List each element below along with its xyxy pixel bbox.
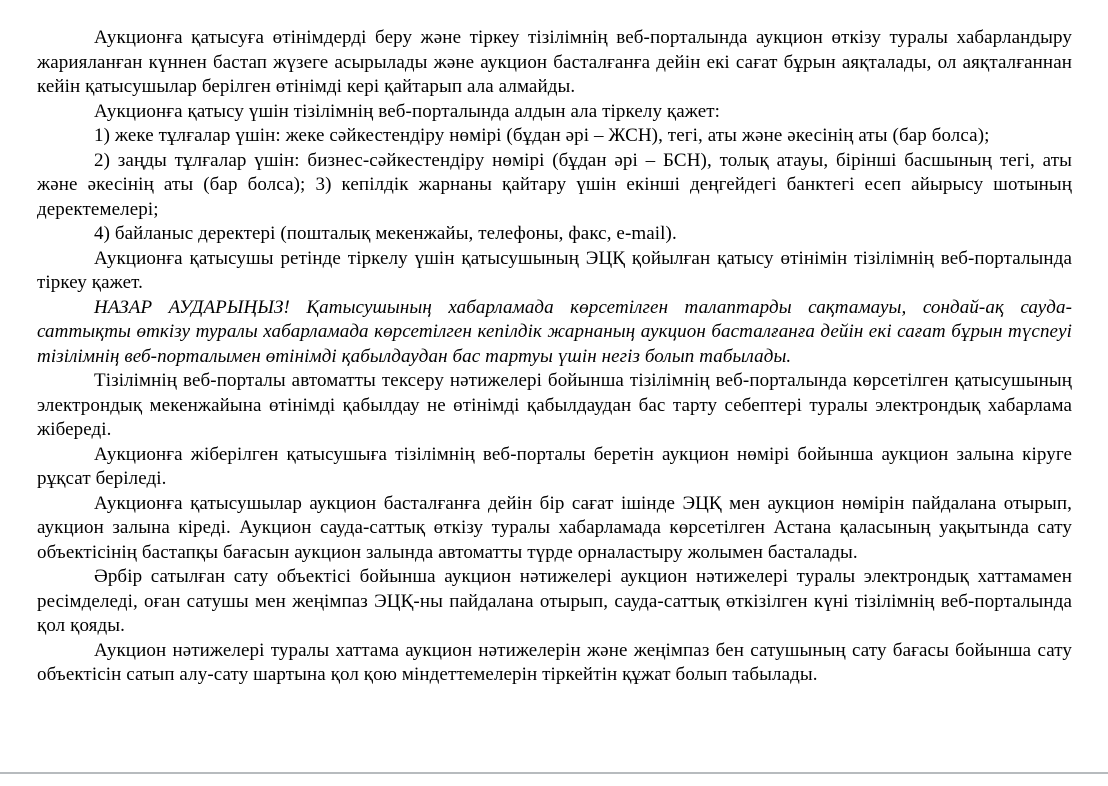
paragraph-attention-notice: НАЗАР АУДАРЫҢЫЗ! Қатысушының хабарламада көрсетілген талаптарды сақтамауы, сондай-ақ сауда-саттықты өткізу туралы хабарламада көрсетілген кепілдік жарнаның аукцион басталғанға дейін екі сағат бұрын түспеуі тізілімнің веб-порталымен өтінімді қабылдаудан бас тартуы үшін негіз болып табылады.	[37, 296, 1072, 367]
paragraph-submission-rules: Аукционға қатысуға өтінімдерді беру және тіркеу тізілімнің веб-порталында аукцион өткізу туралы хабарландыру жарияланған күннен бастап жүзеге асырылады және аукцион басталғанға дейін екі сағат бұрын аяқталады, ол аяқталғаннан кейін қатысушылар берілген өтінімді кері қайтарып ала алмайды.	[37, 27, 1072, 97]
paragraph-item-2-3-legal-entities: 2) заңды тұлғалар үшін: бизнес-сәйкестендіру нөмірі (бұдан әрі – БСН), толық атауы, бірінші басшының тегі, аты және әкесінің аты (бар болса); 3) кепілдік жарнаны қайтару үшін екінші деңгейдегі банктегі есеп айырысу шотының деректемелері;	[37, 149, 1072, 220]
paragraph-results-protocol-signing: Әрбір сатылған сату объектісі бойынша аукцион нәтижелері аукцион нәтижелері туралы электрондық хаттамамен ресімделеді, оған сатушы мен жеңімпаз ЭЦҚ-ны пайдалана отырып, сауда-саттық өткізілген күні тізілімнің веб-порталында қол қояды.	[37, 566, 1072, 636]
document-text-block	[37, 26, 1072, 688]
paragraph-auto-check-notification: Тізілімнің веб-порталы автоматты тексеру нәтижелері бойынша тізілімнің веб-порталында көрсетілген қатысушының электрондық мекенжайына өтінімді қабылдау не өтінімді қабылдаудан бас тарту себептері туралы электрондық хабарлама жібереді.	[37, 370, 1072, 440]
paragraph-item-4-contacts: 4) байланыс деректері (пошталық мекенжайы, телефоны, факс, e-mail).	[94, 223, 677, 244]
paragraph-results-protocol-definition: Аукцион нәтижелері туралы хаттама аукцион нәтижелерін және жеңімпаз бен сатушының сату бағасы бойынша сату объектісін сатып алу-сату шартына қол қою міндеттемелерін тіркейтін құжат болып табылады.	[37, 639, 1072, 685]
paragraph-participant-registration: Аукционға қатысушы ретінде тіркелу үшін қатысушының ЭЦҚ қойылған қатысу өтінімін тізілімнің веб-порталында тіркеу қажет.	[37, 247, 1072, 293]
bottom-divider	[0, 772, 1108, 774]
paragraph-auction-start: Аукционға қатысушылар аукцион басталғанға дейін бір сағат ішінде ЭЦҚ мен аукцион нөмірін пайдалана отырып, аукцион залына кіреді. Аукцион сауда-саттық өткізу туралы хабарламада көрсетілген Астана қаласының уақытында сату объектісінің бастапқы бағасын аукцион залында автоматты түрде орналастыру жолымен басталады.	[37, 492, 1072, 563]
paragraph-registration-intro: Аукционға қатысу үшін тізілімнің веб-порталында алдын ала тіркелу қажет:	[94, 100, 721, 122]
paragraph-item-1-individuals: 1) жеке тұлғалар үшін: жеке сәйкестендіру нөмірі (бұдан әрі – ЖСН), тегі, аты және әкесінің аты (бар болса);	[94, 125, 990, 146]
paragraph-auction-number-access: Аукционға жіберілген қатысушыға тізілімнің веб-порталы беретін аукцион нөмірі бойынша аукцион залына кіруге рұқсат беріледі.	[37, 443, 1072, 489]
